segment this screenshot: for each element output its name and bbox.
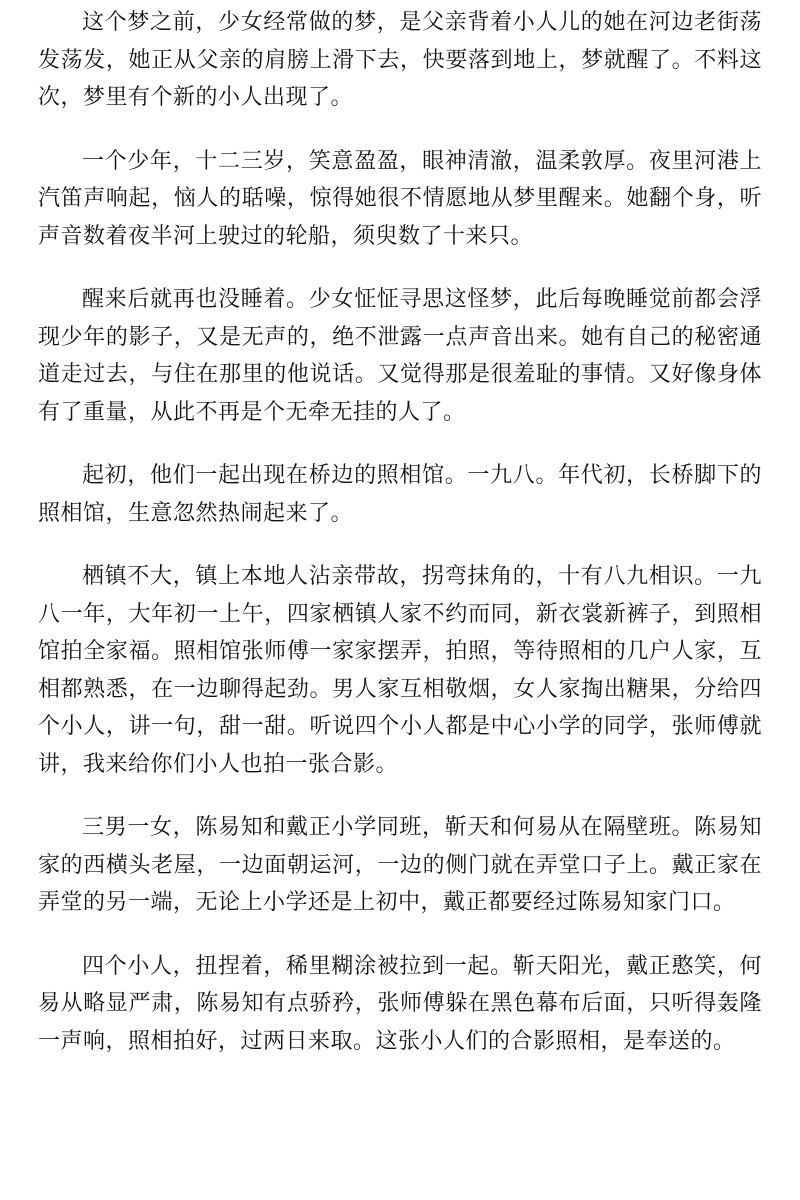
document-page — [38, 0, 762, 1086]
paragraph-5: 栖镇不大，镇上本地人沾亲带故，拐弯抹角的，十有八九相识。一九八一年，大年初一上午，四家栖镇人家不约而同，新衣裳新裤子，到照相馆拍全家福。照相馆张师傅一家家摆弄，拍照，等待照相的几户人家，互相都熟悉，在一边聊得起劲。男人家互相敬烟，女人家掏出糖果，分给四个小人，讲一句，甜一甜。听说四个小人都是中心小学的同学，张师傅就讲，我来给你们小人也拍一张合影。 — [38, 564, 762, 777]
paragraph-2: 一个少年，十二三岁，笑意盈盈，眼神清澈，温柔敦厚。夜里河港上汽笛声响起，恼人的聒噪，惊得她很不情愿地从梦里醒来。她翻个身，听声音数着夜半河上驶过的轮船，须臾数了十来只。 — [38, 148, 762, 249]
paragraph-4: 起初，他们一起出现在桥边的照相馆。一九八。年代初，长桥脚下的照相馆，生意忽然热闹起来了。 — [38, 463, 762, 526]
paragraph-3: 醒来后就再也没睡着。少女怔怔寻思这怪梦，此后每晚睡觉前都会浮现少年的影子，又是无声的，绝不泄露一点声音出来。她有自己的秘密通道走过去，与住在那里的他说话。又觉得那是很羞耻的事情。又好像身体有了重量，从此不再是个无牵无挂的人了。 — [38, 287, 762, 425]
paragraph-1: 这个梦之前，少女经常做的梦，是父亲背着小人儿的她在河边老街荡发荡发，她正从父亲的肩膀上滑下去，快要落到地上，梦就醒了。不料这次，梦里有个新的小人出现了。 — [38, 10, 762, 110]
paragraph-6: 三男一女，陈易知和戴正小学同班，靳天和何易从在隔壁班。陈易知家的西横头老屋，一边面朝运河，一边的侧门就在弄堂口子上。戴正家在弄堂的另一端，无论上小学还是上初中，戴正都要经过陈易知家门口。 — [38, 815, 762, 915]
paragraph-7: 四个小人，扭捏着，稀里糊涂被拉到一起。靳天阳光，戴正憨笑，何易从略显严肃，陈易知有点骄矜，张师傅躲在黑色幕布后面，只听得轰隆一声响，照相拍好，过两日来取。这张小人们的合影照相，是奉送的。 — [38, 953, 762, 1054]
